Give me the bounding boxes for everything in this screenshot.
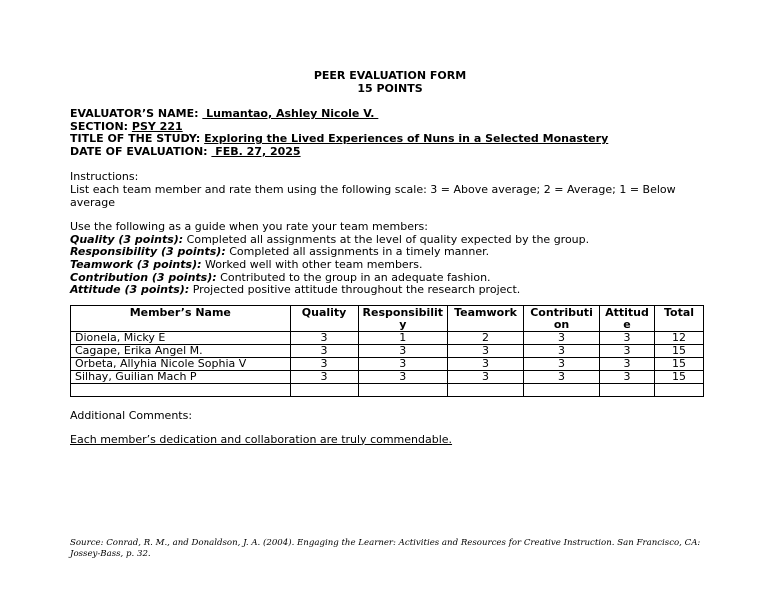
date-label: DATE OF EVALUATION: — [70, 144, 212, 158]
attitude-score — [600, 383, 655, 396]
header-member-name: Member’s Name — [71, 305, 291, 331]
header-responsibility: Responsibilit y — [358, 305, 448, 331]
comments-label: Additional Comments: — [70, 408, 193, 422]
evaluation-date: FEB. 27, 2025 — [211, 144, 301, 158]
guide-intro: Use the following as a guide when you rate your team members: — [70, 220, 428, 234]
teamwork-score: 3 — [448, 370, 524, 383]
criterion-text: Worked well with other team members. — [201, 257, 423, 271]
attitude-score: 3 — [600, 370, 655, 383]
attitude-score: 3 — [600, 357, 655, 370]
criterion-label: Teamwork (3 points): — [70, 257, 202, 271]
criterion-text: Completed all assignments in a timely manner. — [225, 245, 490, 259]
section-label: SECTION: — [70, 119, 132, 133]
member-name: Dionela, Micky E — [71, 331, 291, 344]
criterion-text: Completed all assignments at the level of quality expected by the group. — [183, 232, 590, 246]
teamwork-score: 3 — [448, 344, 524, 357]
total-score: 15 — [655, 370, 704, 383]
evaluation-info — [70, 108, 710, 158]
quality-score: 3 — [290, 331, 358, 344]
header-contribution: Contributi on — [524, 305, 600, 331]
header-quality: Quality — [290, 305, 358, 331]
study-label: TITLE OF THE STUDY: — [70, 132, 205, 146]
teamwork-score — [448, 383, 524, 396]
member-name: Silhay, Guilian Mach P — [71, 370, 291, 383]
member-name — [71, 383, 291, 396]
total-score — [655, 383, 704, 396]
table-header-row — [71, 305, 704, 331]
source-citation: Source: Conrad, R. M., and Donaldson, J. A. (2004). Engaging the Learner: Activities and Resources for Creative Instruction. San Francisco, CA: Jossey-Bass, p. 32. — [70, 538, 701, 559]
evaluator-name: Lumantao, Ashley Nicole V. — [202, 107, 379, 120]
instructions — [70, 171, 710, 209]
peer-evaluation-form — [70, 69, 710, 446]
section-value: PSY 221 — [131, 119, 183, 133]
contribution-score: 3 — [524, 357, 600, 370]
criterion-label: Quality (3 points): — [70, 232, 184, 246]
responsibility-score: 1 — [358, 331, 448, 344]
member-name: Orbeta, Allyhia Nicole Sophia V — [71, 357, 291, 370]
criterion-label: Attitude (3 points): — [70, 283, 190, 297]
responsibility-score: 3 — [358, 344, 448, 357]
quality-score: 3 — [290, 357, 358, 370]
criterion-label: Contribution (3 points): — [70, 270, 217, 284]
header-attitude: Attitud e — [600, 305, 655, 331]
responsibility-score: 3 — [358, 357, 448, 370]
header-total: Total — [655, 305, 704, 331]
contribution-score: 3 — [524, 370, 600, 383]
contribution-score — [524, 383, 600, 396]
contribution-score: 3 — [524, 331, 600, 344]
attitude-score: 3 — [600, 331, 655, 344]
table-row — [71, 344, 704, 357]
attitude-score: 3 — [600, 344, 655, 357]
teamwork-score: 3 — [448, 357, 524, 370]
quality-score: 3 — [290, 344, 358, 357]
criterion-text: Contributed to the group in an adequate fashion. — [216, 270, 491, 284]
criterion-text: Projected positive attitude throughout the research project. — [189, 283, 521, 297]
instructions-text: List each team member and rate them using the following scale: 3 = Above average; 2 = Average; 1 = Below average — [70, 182, 676, 209]
total-score: 12 — [655, 331, 704, 344]
total-score: 15 — [655, 344, 704, 357]
table-row — [71, 331, 704, 344]
total-score: 15 — [655, 357, 704, 370]
date-line — [70, 146, 710, 159]
table-row-empty — [71, 383, 704, 396]
contribution-score: 3 — [524, 344, 600, 357]
teamwork-score: 2 — [448, 331, 524, 344]
criterion-label: Responsibility (3 points): — [70, 245, 226, 259]
rating-guide — [70, 221, 710, 297]
quality-score — [290, 383, 358, 396]
study-title: Exploring the Lived Experiences of Nuns in a Selected Monastery — [204, 132, 609, 146]
form-title: PEER EVALUATION FORM — [313, 69, 467, 82]
form-subtitle: 15 POINTS — [357, 82, 423, 95]
header-teamwork: Teamwork — [448, 305, 524, 331]
table-row — [71, 370, 704, 383]
responsibility-score — [358, 383, 448, 396]
table-row — [71, 357, 704, 370]
comments-text: Each member’s dedication and collaboration are truly commendable. — [70, 432, 453, 446]
criterion-attitude — [70, 284, 710, 297]
ratings-table — [70, 305, 704, 397]
evaluator-label: EVALUATOR’S NAME: — [70, 107, 203, 120]
quality-score: 3 — [290, 370, 358, 383]
instructions-heading: Instructions: — [70, 170, 139, 184]
responsibility-score: 3 — [358, 370, 448, 383]
member-name: Cagape, Erika Angel M. — [71, 344, 291, 357]
